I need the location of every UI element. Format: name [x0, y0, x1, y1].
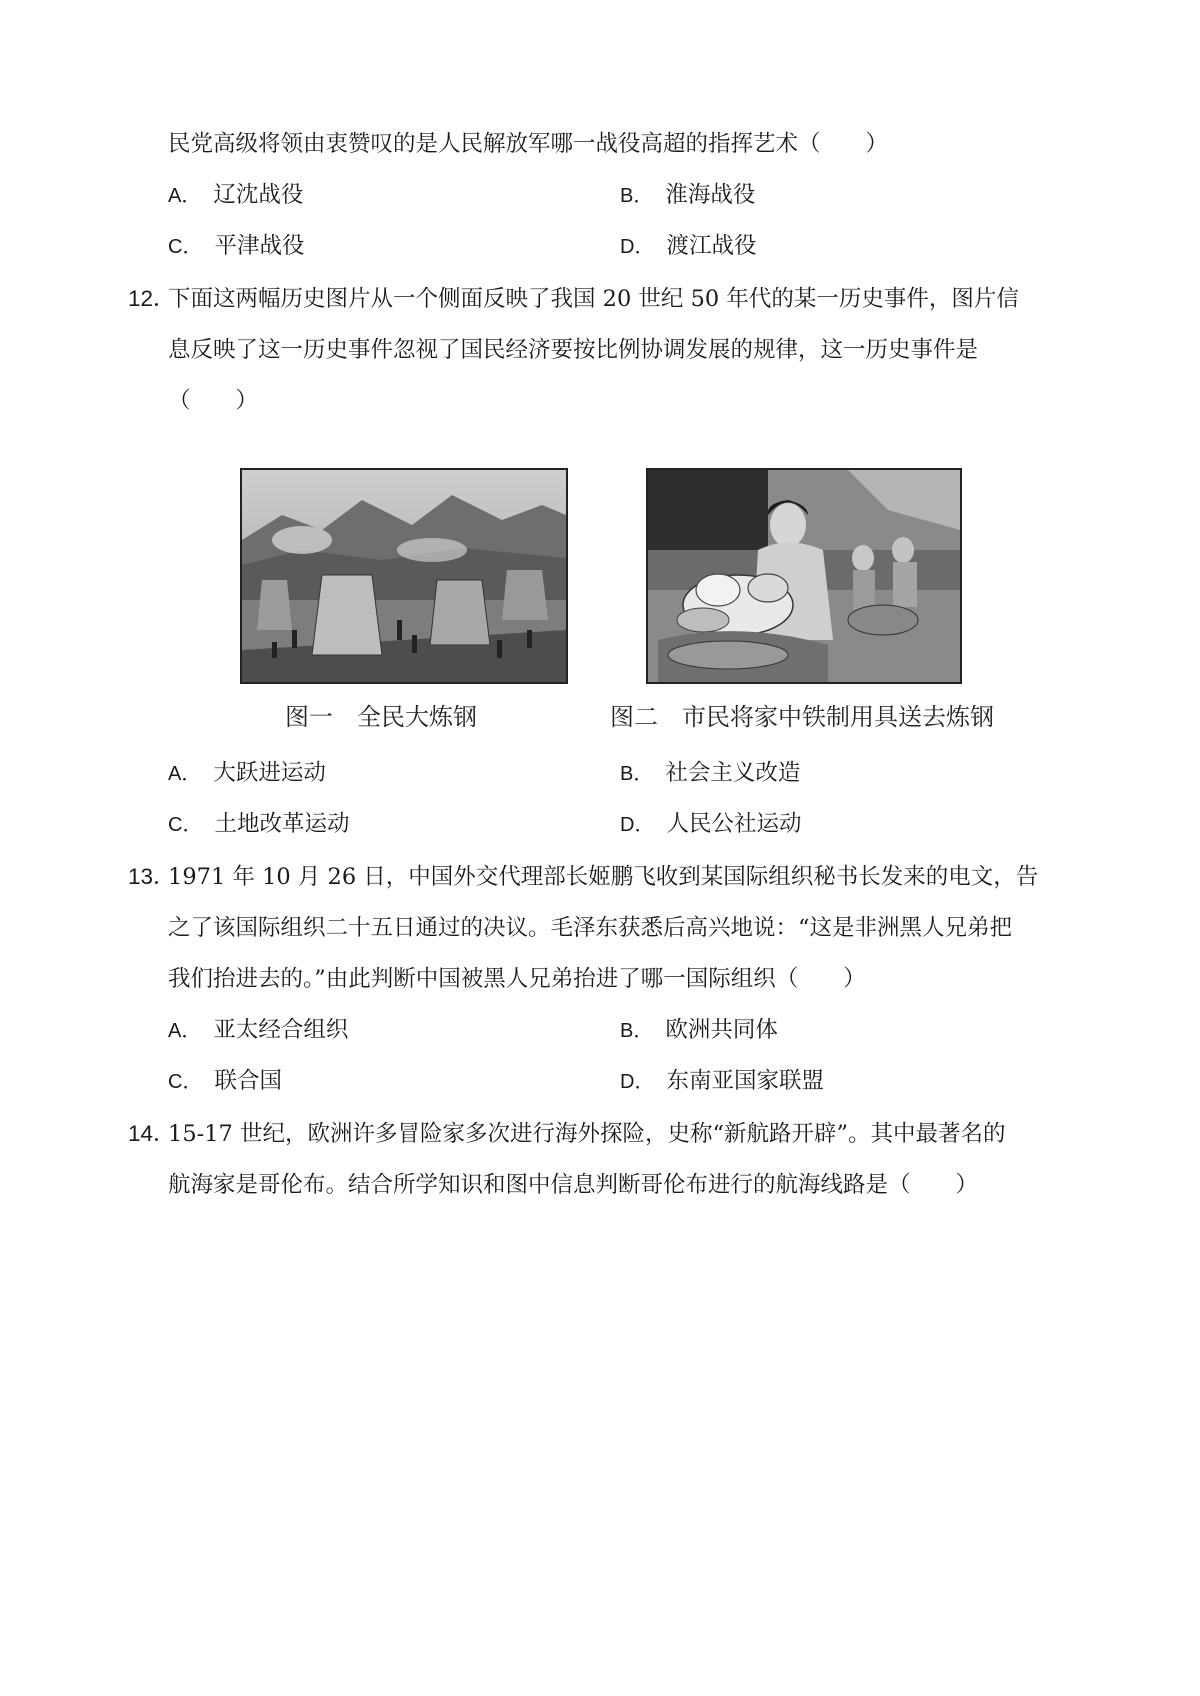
option-text: 联合国 [214, 1068, 282, 1094]
option-letter: D． [620, 814, 655, 836]
q11-option-b[interactable] [620, 180, 755, 211]
q12-option-d[interactable] [620, 809, 801, 840]
option-text: 渡江战役 [666, 233, 757, 259]
option-text: 辽沈战役 [213, 182, 304, 208]
q12-option-c[interactable] [168, 809, 349, 840]
q12-number: 12． [128, 286, 176, 311]
option-letter: A． [168, 185, 202, 207]
q11-option-a[interactable] [168, 180, 303, 211]
q11-option-c[interactable] [168, 231, 304, 262]
q13-line-2: 之了该国际组织二十五日通过的决议。毛泽东获悉后高兴地说：“这是非洲黑人兄弟把 [168, 915, 1013, 941]
q12-line-2: 息反映了这一历史事件忽视了国民经济要按比例协调发展的规律，这一历史事件是 [168, 337, 979, 363]
option-text: 土地改革运动 [214, 811, 350, 837]
q13-number: 13． [128, 864, 176, 889]
q13-option-a[interactable] [168, 1015, 348, 1046]
option-text: 亚太经合组织 [213, 1017, 349, 1043]
q11-option-d[interactable] [620, 231, 756, 262]
iron-utensils-cart-image [648, 470, 960, 682]
figure-1-caption: 图一 全民大炼钢 [285, 703, 477, 731]
q13-line-3: 我们抬进去的。”由此判断中国被黑人兄弟抬进了哪一国际组织（ ） [168, 966, 866, 992]
option-letter: B． [620, 763, 654, 785]
option-letter: B． [620, 1020, 654, 1042]
q12-line-3: （ ） [168, 388, 259, 414]
q13-option-d[interactable] [620, 1066, 824, 1097]
q12-option-b[interactable] [620, 758, 800, 789]
q13-option-c[interactable] [168, 1066, 282, 1097]
q11-stem-tail: 民党高级将领由衷赞叹的是人民解放军哪一战役高超的指挥艺术（ ） [168, 131, 889, 157]
option-letter: B． [620, 185, 654, 207]
q13-line-1: 1971 年 10 月 26 日，中国外交代理部长姬鹏飞收到某国际组织秘书长发来的电文，告 [168, 864, 1039, 890]
option-letter: A． [168, 1020, 202, 1042]
option-letter: C． [168, 814, 203, 836]
q12-option-a[interactable] [168, 758, 326, 789]
option-letter: C． [168, 1071, 203, 1093]
q12-line-1: 下面这两幅历史图片从一个侧面反映了我国 20 世纪 50 年代的某一历史事件，图片信 [168, 286, 1019, 312]
steel-furnace-scene-image [242, 470, 566, 682]
q13-option-b[interactable] [620, 1015, 778, 1046]
option-text: 欧洲共同体 [665, 1017, 778, 1043]
q14-line-2: 航海家是哥伦布。结合所学知识和图中信息判断哥伦布进行的航海线路是（ ） [168, 1172, 979, 1198]
option-text: 平津战役 [214, 233, 305, 259]
option-text: 大跃进运动 [213, 760, 326, 786]
figure-1-photo [240, 468, 568, 684]
option-letter: D． [620, 1071, 655, 1093]
q14-number: 14． [128, 1121, 176, 1146]
option-text: 东南亚国家联盟 [666, 1068, 824, 1094]
figure-2-caption: 图二 市民将家中铁制用具送去炼钢 [610, 703, 994, 731]
option-text: 人民公社运动 [666, 811, 802, 837]
option-letter: A． [168, 763, 202, 785]
option-text: 社会主义改造 [665, 760, 801, 786]
figure-2-photo [646, 468, 962, 684]
option-letter: C． [168, 236, 203, 258]
option-letter: D． [620, 236, 655, 258]
option-text: 淮海战役 [665, 182, 756, 208]
q14-line-1: 15-17 世纪，欧洲许多冒险家多次进行海外探险，史称“新航路开辟”。其中最著名的 [168, 1121, 1006, 1147]
